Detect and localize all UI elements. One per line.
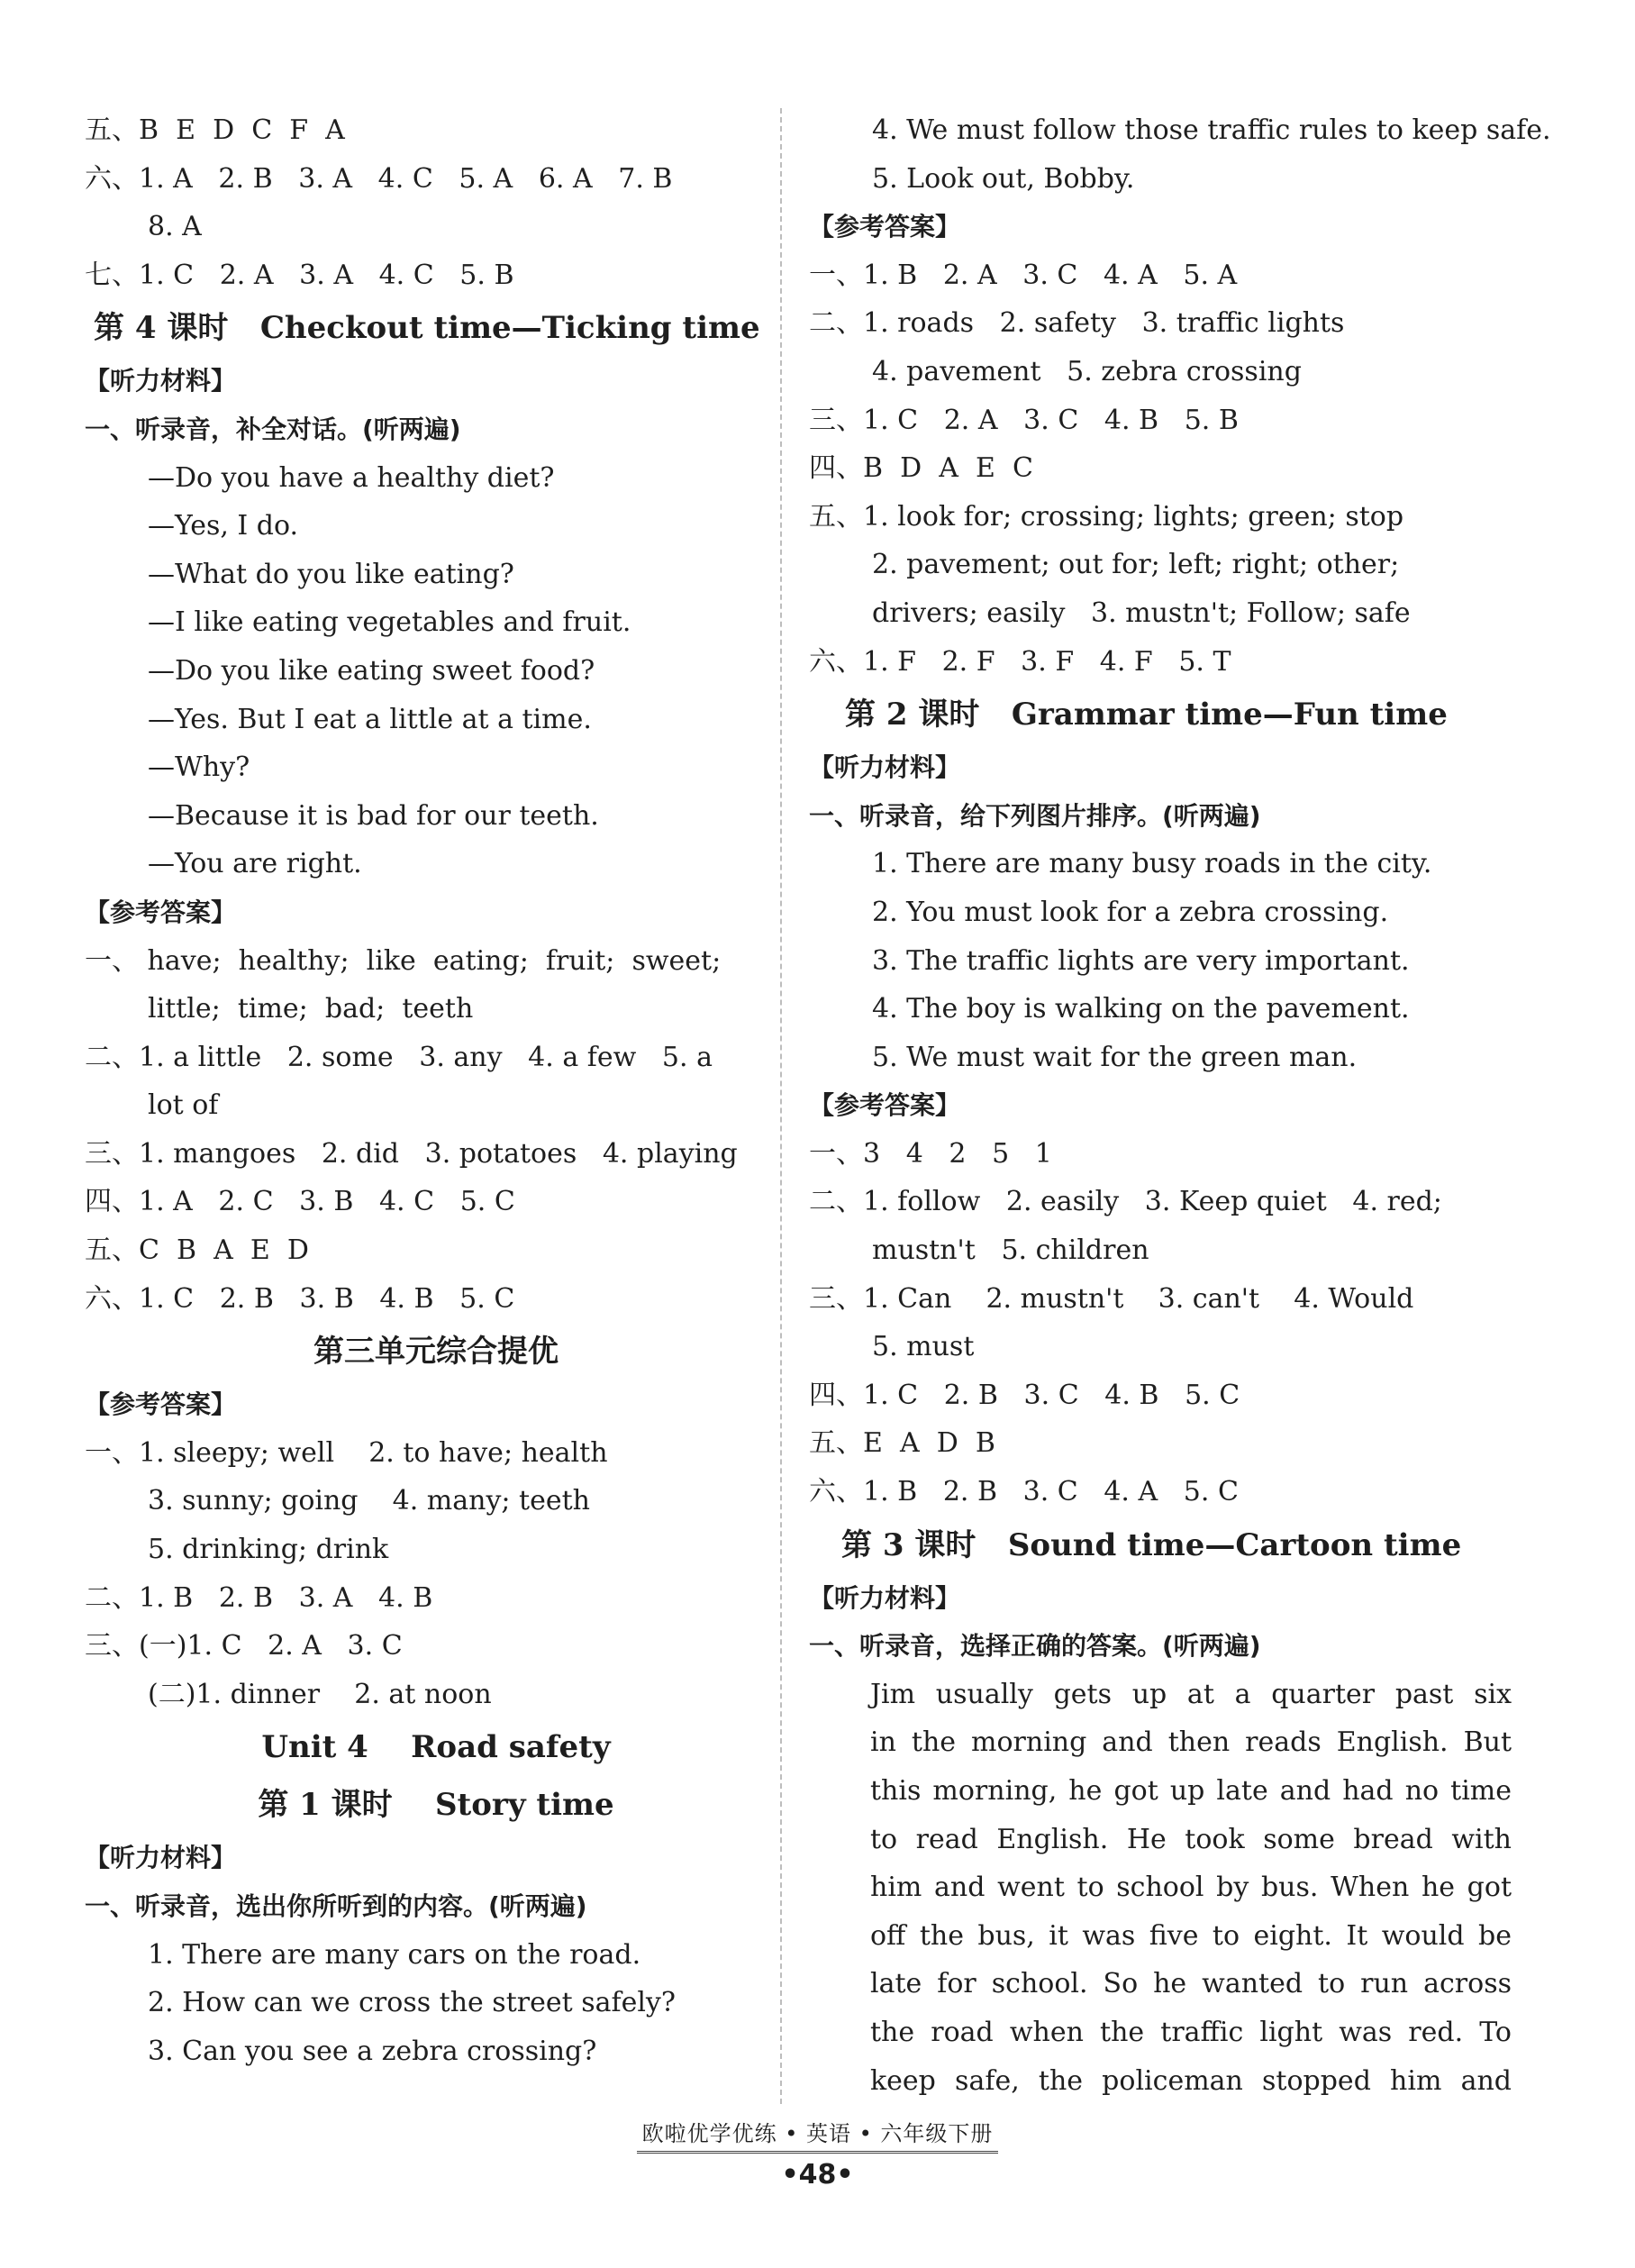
answer-line: lot of [148, 1089, 219, 1122]
answer-line: 五、B E D C F A [85, 114, 345, 146]
answer-line: 2. pavement; out for; left; right; other; [872, 549, 1400, 581]
answer-line: 一、3 4 2 5 1 [809, 1137, 1052, 1170]
answer-line: 二、1. a little 2. some 3. any 4. a few 5. a [85, 1041, 713, 1073]
answer-line: 三、1. C 2. A 3. C 4. B 5. B [809, 404, 1239, 436]
passage-line: Jim usually gets up at a quarter past six [870, 1678, 1512, 1710]
answer-line: 一、1. sleepy; well 2. to have; health [85, 1436, 608, 1469]
listening-line: 4. The boy is walking on the pavement. [872, 993, 1410, 1025]
section-tag: 【参考答案】 [809, 1090, 961, 1121]
section-tag: 【听力材料】 [809, 752, 961, 783]
section-title: 第 1 课时 Story time [258, 1787, 614, 1824]
question-heading: 一、听录音，选择正确的答案。(听两遍) [809, 1631, 1261, 1662]
passage-line: him and went to school by bus. When he got [870, 1872, 1512, 1904]
answer-line: 六、1. F 2. F 3. F 4. F 5. T [809, 645, 1231, 678]
answer-line: 8. A [148, 211, 202, 243]
section-title: 第三单元综合提优 [313, 1334, 559, 1371]
dialogue-line: —I like eating vegetables and fruit. [148, 606, 631, 639]
answer-line: 三、1. Can 2. mustn't 3. can't 4. Would [809, 1282, 1414, 1315]
passage-line: keep safe, the policeman stopped him and [870, 2064, 1512, 2097]
dialogue-line: —Yes. But I eat a little at a time. [148, 703, 592, 735]
section-tag: 【听力材料】 [809, 1582, 961, 1613]
answer-line: 5. must [872, 1331, 975, 1363]
answer-line: little; time; bad; teeth [148, 993, 474, 1025]
listening-line: 2. How can we cross the street safely? [148, 1987, 676, 2019]
dialogue-line: —You are right. [148, 848, 362, 880]
passage-line: off the bus, it was five to eight. It would be [870, 1919, 1512, 1952]
listening-line: 4. We must follow those traffic rules to keep safe. [872, 114, 1551, 146]
dialogue-line: —What do you like eating? [148, 558, 514, 590]
dialogue-line: —Why? [148, 751, 250, 784]
listening-line: 5. Look out, Bobby. [872, 162, 1135, 195]
listening-line: 5. We must wait for the green man. [872, 1041, 1358, 1073]
answer-line: mustn't 5. children [872, 1234, 1149, 1267]
listening-line: 1. There are many cars on the road. [148, 1938, 641, 1971]
question-heading: 一、听录音，给下列图片排序。(听两遍) [809, 800, 1261, 831]
answer-line: 二、1. B 2. B 3. A 4. B [85, 1581, 433, 1614]
answer-line: 四、1. C 2. B 3. C 4. B 5. C [809, 1379, 1240, 1411]
answer-line: 五、C B A E D [85, 1234, 309, 1267]
section-title: 第 4 课时 Checkout time—Ticking time [94, 310, 760, 347]
answer-line: 六、1. A 2. B 3. A 4. C 5. A 6. A 7. B [85, 162, 673, 195]
answer-line: 七、1. C 2. A 3. A 4. C 5. B [85, 259, 514, 291]
listening-line: 3. Can you see a zebra crossing? [148, 2035, 597, 2067]
page-footer [0, 2116, 1635, 2191]
answer-line: 3. sunny; going 4. many; teeth [148, 1485, 590, 1517]
dialogue-line: —Yes, I do. [148, 510, 299, 542]
section-title: 第 3 课时 Sound time—Cartoon time [841, 1526, 1462, 1563]
page-number: •48• [781, 2159, 854, 2191]
answer-line: 二、1. roads 2. safety 3. traffic lights [809, 307, 1345, 340]
answer-line: 五、E A D B [809, 1427, 995, 1460]
answer-line: 三、(一)1. C 2. A 3. C [85, 1630, 403, 1662]
dialogue-line: —Do you have a healthy diet? [148, 461, 555, 494]
answer-line: 五、1. look for; crossing; lights; green; stop [809, 500, 1404, 533]
section-title: 第 2 课时 Grammar time—Fun time [845, 697, 1448, 733]
dialogue-line: —Because it is bad for our teeth. [148, 799, 599, 832]
section-tag: 【听力材料】 [85, 366, 237, 396]
answer-line: 四、1. A 2. C 3. B 4. C 5. C [85, 1186, 515, 1218]
passage-line: late for school. So he wanted to run across [870, 1968, 1512, 2000]
dialogue-line: —Do you like eating sweet food? [148, 654, 595, 687]
answer-line: 六、1. C 2. B 3. B 4. B 5. C [85, 1282, 515, 1315]
answer-line: 一、 have; healthy; like eating; fruit; sweet; [85, 944, 722, 977]
question-heading: 一、听录音，补全对话。(听两遍) [85, 414, 461, 444]
answer-line: 三、1. mangoes 2. did 3. potatoes 4. playing [85, 1137, 738, 1170]
answer-line: drivers; easily 3. mustn't; Follow; safe [872, 597, 1411, 629]
answer-line: 5. drinking; drink [148, 1534, 389, 1566]
question-heading: 一、听录音，选出你所听到的内容。(听两遍) [85, 1891, 587, 1921]
section-tag: 【参考答案】 [85, 897, 237, 927]
answer-line: (二)1. dinner 2. at noon [148, 1678, 492, 1710]
passage-line: in the morning and then reads English. But [870, 1726, 1512, 1759]
answer-line: 一、1. B 2. A 3. C 4. A 5. A [809, 259, 1238, 291]
answer-line: 二、1. follow 2. easily 3. Keep quiet 4. red; [809, 1186, 1442, 1218]
section-tag: 【参考答案】 [85, 1389, 237, 1420]
passage-line: to read English. He took some bread with [870, 1823, 1512, 1855]
left-column [85, 106, 787, 2075]
answer-line: 四、B D A E C [809, 452, 1033, 485]
listening-line: 2. You must look for a zebra crossing. [872, 896, 1389, 928]
book-title: 欧啦优学优练 • 英语 • 六年级下册 [637, 2116, 999, 2154]
listening-line: 1. There are many busy roads in the city. [872, 848, 1432, 880]
passage-line: the road when the traffic light was red. To [870, 2016, 1512, 2048]
answer-line: 4. pavement 5. zebra crossing [872, 355, 1302, 387]
right-column [809, 106, 1551, 2105]
answer-line: 六、1. B 2. B 3. C 4. A 5. C [809, 1476, 1239, 1508]
section-tag: 【参考答案】 [809, 212, 961, 242]
section-tag: 【听力材料】 [85, 1843, 237, 1873]
listening-line: 3. The traffic lights are very important. [872, 944, 1410, 977]
passage-line: this morning, he got up late and had no time [870, 1775, 1512, 1807]
unit-title: Unit 4 Road safety [261, 1729, 611, 1766]
